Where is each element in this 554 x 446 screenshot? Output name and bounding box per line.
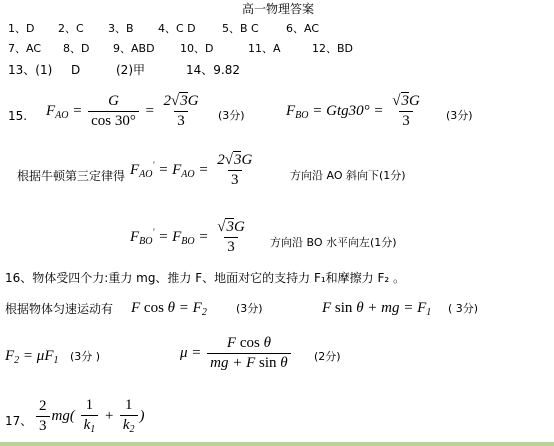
q16-score-1: (3分)	[236, 302, 263, 315]
q15-fao-equation: $F_{AO}$ = $\frac{G}{\cos 30^\circ}$ = $\frac{2√3G}{3}$	[46, 93, 199, 129]
bottom-scroll-strip	[0, 442, 554, 446]
q15-fbo-prime-equation: $F_{BO}' = F_{BO}$ = $\frac{√3G}{3}$	[130, 219, 245, 255]
q15-direction-ao: 方向沿 AO 斜向下(1分)	[290, 169, 406, 182]
mc-answer-4: 4、C D	[158, 22, 196, 35]
q17-label: 17、	[5, 414, 33, 428]
mc-answer-8: 8、D	[63, 42, 90, 55]
q16-vertical-equation: F sin θ + mg = $F_1$	[322, 300, 432, 318]
q15-newton-text: 根据牛顿第三定律得	[17, 169, 126, 183]
mc-answer-10: 10、D	[180, 42, 214, 55]
q13-label: 13、(1)	[8, 63, 53, 77]
mc-answer-12: 12、BD	[312, 42, 354, 55]
q15-direction-bo: 方向沿 BO 水平向左(1分)	[270, 236, 397, 249]
q17-answer-equation: $\frac{2}{3}$ mg( $\frac{1}{k_1}$ + $\frac{1}{k_2}$ )	[34, 398, 145, 435]
mc-answer-2: 2、C	[58, 22, 84, 35]
q16-score-4: (2分)	[314, 350, 341, 363]
q16-friction-equation: $F_2 = \mu F_1$	[5, 348, 59, 366]
q15-score-2: (3分)	[446, 109, 473, 122]
q16-uniform-text: 根据物体匀速运动有	[5, 302, 114, 316]
q15-fbo-equation: $F_{BO} = Gtg30^\circ$ = $\frac{√3G}{3}$	[286, 93, 420, 129]
q13-answer-1: D	[71, 63, 81, 77]
q16-mu-equation: μ = $\frac{\text{F cos θ}}{\text{mg + F sin θ}}$	[180, 336, 293, 371]
q16-score-3: (3分 )	[70, 350, 101, 363]
q15-score-1: (3分)	[218, 109, 245, 122]
q16-horizontal-equation: F $\cos \theta = F_2$	[131, 300, 207, 318]
q16-score-2: ( 3分)	[448, 302, 479, 315]
q14-answer: 14、9.82	[186, 63, 240, 77]
q15-fao-prime-equation: $F_{AO}' = F_{AO}$ = $\frac{2√3G}{3}$	[130, 152, 253, 188]
mc-answer-11: 11、A	[248, 42, 281, 55]
q16-statement: 16、物体受四个力:重力 mg、推力 F、地面对它的支持力 F₁和摩擦力 F₂ 。	[5, 271, 406, 285]
mc-answer-5: 5、B C	[222, 22, 259, 35]
q13-line	[8, 63, 240, 77]
mc-answer-3: 3、B	[108, 22, 134, 35]
q15-label: 15.	[8, 109, 28, 123]
mc-answer-9: 9、ABD	[113, 42, 155, 55]
mc-answer-7: 7、AC	[8, 42, 42, 55]
q13-answer-2: (2)甲	[116, 63, 145, 77]
page-title: 高一物理答案	[242, 2, 315, 16]
mc-answer-1: 1、D	[8, 22, 35, 35]
mc-answer-6: 6、AC	[286, 22, 320, 35]
